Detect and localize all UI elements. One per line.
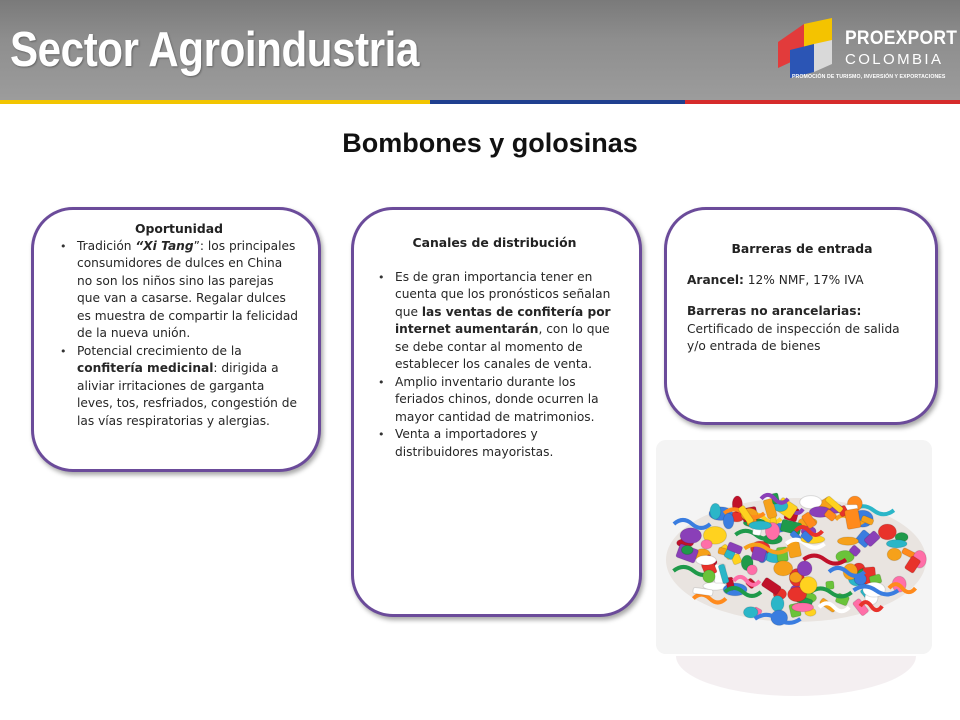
candy-piece bbox=[887, 548, 901, 560]
no-arancel-line bbox=[687, 303, 917, 356]
bullet-bold-text: las ventas de confitería por internet aumentarán bbox=[395, 304, 611, 336]
proexport-logo bbox=[770, 14, 958, 86]
proexport-logo-icon bbox=[770, 14, 840, 82]
logo-tagline: PROMOCIÓN DE TURISMO, INVERSIÓN Y EXPORTACIONES bbox=[792, 74, 946, 80]
arancel-value: 12% NMF, 17% IVA bbox=[743, 272, 864, 287]
candy-pile-illustration bbox=[656, 440, 932, 654]
list-item bbox=[376, 374, 613, 427]
no-arancel-value: Certificado de inspección de salida y/o entrada de bienes bbox=[687, 321, 900, 353]
candy-image-reflection bbox=[656, 656, 932, 720]
logo-country: COLOMBIA bbox=[845, 51, 944, 68]
candy-image bbox=[656, 440, 932, 654]
list-item bbox=[58, 238, 300, 343]
candy-piece bbox=[792, 603, 814, 612]
list-item bbox=[376, 269, 613, 374]
candy-piece bbox=[681, 545, 693, 554]
list-item bbox=[376, 426, 613, 461]
canales-list bbox=[376, 269, 613, 462]
candy-piece bbox=[774, 561, 793, 576]
logo-brand-name: PROEXPORT bbox=[845, 28, 958, 49]
header-band bbox=[0, 0, 960, 100]
bullet-text: Amplio inventario durante los feriados chinos, donde ocurren la mayor cantidad de matrimonios. bbox=[395, 374, 599, 424]
candy-piece bbox=[797, 561, 812, 576]
bullet-text: Tradición bbox=[77, 238, 136, 253]
slide-title: Sector Agroindustria bbox=[10, 23, 419, 77]
page-subtitle: Bombones y golosinas bbox=[342, 128, 638, 158]
candy-piece bbox=[747, 565, 757, 575]
panel-oportunidad bbox=[31, 207, 321, 472]
candy-piece bbox=[886, 540, 907, 548]
candy-piece bbox=[710, 503, 721, 519]
bullet-text: : dirigida a aliviar irritaciones de garganta leves, tos, resfriados, congestión de las vías respiratorias y alergias. bbox=[77, 361, 297, 428]
no-arancel-label: Barreras no arancelarias: bbox=[687, 304, 862, 318]
candy-piece bbox=[837, 537, 858, 545]
candy-piece bbox=[771, 596, 784, 612]
candy-piece bbox=[703, 570, 715, 583]
bullet-italic-text: “Xi Tang bbox=[135, 238, 194, 253]
bullet-text: Es de gran importancia tener en cuenta que los pronósticos señalan que bbox=[395, 269, 611, 319]
panel-barreras bbox=[664, 207, 938, 425]
candy-piece bbox=[800, 577, 817, 594]
candy-piece bbox=[844, 508, 861, 529]
flag-stripe-red bbox=[685, 100, 960, 104]
bullet-text: ”: los principales consumidores de dulces en China no son los niños sino las parejas que van a casarse. Regalar dulces es muestra de compartir la felicidad de la nueva unión. bbox=[77, 238, 299, 340]
list-item bbox=[58, 343, 300, 431]
oportunidad-list bbox=[58, 238, 300, 431]
candy-piece bbox=[696, 555, 716, 565]
panel-canales bbox=[351, 207, 642, 617]
flag-stripe-yellow bbox=[0, 100, 430, 104]
bullet-bold-text: confitería medicinal bbox=[77, 361, 214, 375]
candy-piece bbox=[701, 540, 712, 549]
bullet-text: Potencial crecimiento de la bbox=[77, 343, 242, 358]
panel-title-canales: Canales de distribución bbox=[412, 235, 577, 250]
bullet-text: Venta a importadores y distribuidores mayoristas. bbox=[395, 427, 554, 459]
candy-piece bbox=[878, 524, 896, 540]
arancel-label: Arancel: bbox=[687, 272, 744, 287]
bullet-text: , con lo que se debe contar al momento de establecer los canales de venta. bbox=[395, 322, 610, 371]
panel-title-oportunidad: Oportunidad bbox=[135, 221, 223, 236]
candy-piece bbox=[680, 528, 701, 544]
panel-title-barreras: Barreras de entrada bbox=[731, 241, 873, 256]
candy-piece bbox=[749, 521, 772, 530]
candy-piece bbox=[723, 513, 734, 529]
flag-stripe-blue bbox=[430, 100, 685, 104]
arancel-line bbox=[687, 272, 917, 290]
